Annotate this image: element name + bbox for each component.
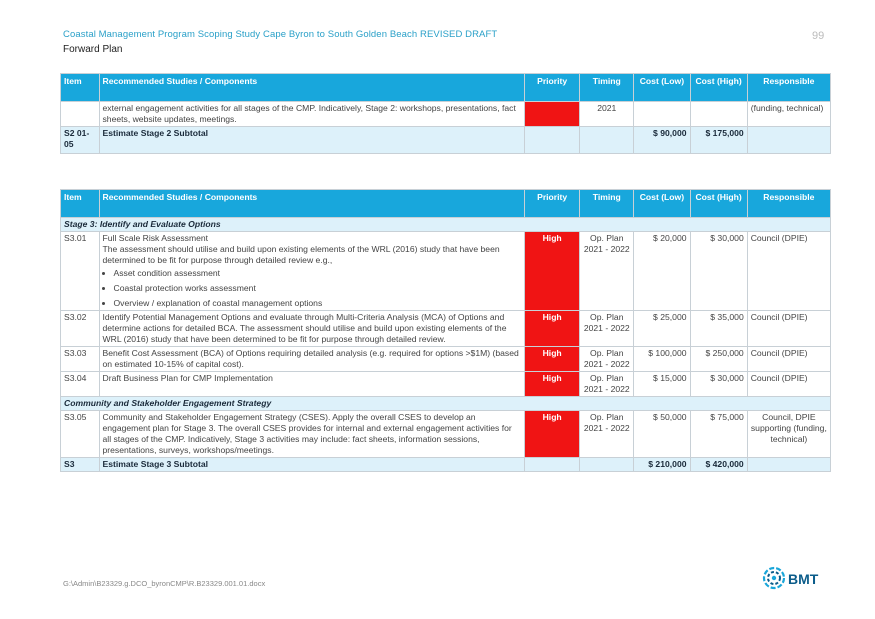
cell-cost-high: $ 75,000 [690, 411, 747, 458]
cell-priority: High [525, 347, 580, 372]
col-header-priority: Priority [525, 190, 580, 218]
cell-item: S2 01-05 [61, 127, 100, 154]
table-row [61, 411, 831, 458]
cell-timing: Op. Plan 2021 - 2022 [580, 311, 634, 347]
cell-cost-high: $ 250,000 [690, 347, 747, 372]
cell-item: S3.04 [61, 372, 100, 397]
table-header-row [61, 190, 831, 218]
cell-timing: Op. Plan 2021 - 2022 [580, 347, 634, 372]
col-header-desc: Recommended Studies / Components [99, 190, 525, 218]
cell-timing: Op. Plan 2021 - 2022 [580, 411, 634, 458]
cell-priority: High [525, 372, 580, 397]
cell-responsible: Council (DPIE) [747, 347, 830, 372]
list-item: • Coastal protection works assessment [114, 283, 522, 294]
cell-cost-high [690, 102, 747, 127]
bmt-logo [762, 565, 832, 591]
table-row [61, 372, 831, 397]
cell-desc: Community and Stakeholder Engagement Strategy (CSES). Apply the overall CSES to develop an engagement plan for Stage 3. The overall CSES provides for internal and external engagement activities for all stages of the CMP. Indicatively, Stage 3 activities may include: fact sheets, information sessions, presentations, surveys, workshops/meetings. [99, 411, 525, 458]
subtotal-cost-low: $ 90,000 [634, 127, 690, 154]
cell-cost-low: $ 25,000 [634, 311, 690, 347]
cell-responsible: Council (DPIE) [747, 372, 830, 397]
cell-desc: Benefit Cost Assessment (BCA) of Options requiring detailed analysis (e.g. required for options >$1M) (based on estimated 10-15% of capital cost). [99, 347, 525, 372]
cell-cost-low: $ 20,000 [634, 232, 690, 311]
subtotal-row [61, 127, 831, 154]
document-title: Coastal Management Program Scoping Study Cape Byron to South Golden Beach REVISED DRAFT [63, 29, 498, 40]
cell-responsible: Council (DPIE) [747, 232, 830, 311]
cell-item: S3.05 [61, 411, 100, 458]
cell-cost-low: $ 15,000 [634, 372, 690, 397]
col-header-responsible: Responsible [747, 190, 830, 218]
page-number: 99 [812, 30, 825, 42]
cell-responsible: Council (DPIE) [747, 311, 830, 347]
cell-desc [99, 232, 525, 311]
section-row [61, 218, 831, 232]
cell-timing: Op. Plan 2021 - 2022 [580, 232, 634, 311]
subtotal-cost-low: $ 210,000 [634, 458, 690, 472]
section-label-engagement: Community and Stakeholder Engagement Strategy [61, 397, 831, 411]
subtotal-cost-high: $ 420,000 [690, 458, 747, 472]
cell-cost-high: $ 30,000 [690, 232, 747, 311]
col-header-timing: Timing [580, 190, 634, 218]
globe-icon [762, 566, 786, 590]
cell-cost-high: $ 35,000 [690, 311, 747, 347]
cell-desc: Draft Business Plan for CMP Implementation [99, 372, 525, 397]
file-path: G:\Admin\B23329.g.DCO_byronCMP\R.B23329.001.01.docx [63, 579, 266, 588]
cell-responsible: Council, DPIE supporting (funding, technical) [747, 411, 830, 458]
cell-item: S3.02 [61, 311, 100, 347]
list-item: • Overview / explanation of coastal management options [114, 298, 522, 309]
col-header-timing: Timing [580, 74, 634, 102]
cell-cost-low: $ 100,000 [634, 347, 690, 372]
cell-desc-text: Full Scale Risk Assessment The assessment should utilise and build upon existing elements of the WRL (2016) study that have been determined to be fit for purpose through detailed review e.g., [102, 233, 500, 265]
subtotal-cost-high: $ 175,000 [690, 127, 747, 154]
cell-item: S3.03 [61, 347, 100, 372]
col-header-cost-high: Cost (High) [690, 190, 747, 218]
cell-responsible: (funding, technical) [747, 102, 830, 127]
cell-item [61, 102, 100, 127]
cell-item: S3 [61, 458, 100, 472]
cell-cost-low: $ 50,000 [634, 411, 690, 458]
cell-item: S3.01 [61, 232, 100, 311]
subtotal-label: Estimate Stage 3 Subtotal [99, 458, 525, 472]
cell-desc: external engagement activities for all stages of the CMP. Indicatively, Stage 2: workshops, presentations, fact sheets, website updates, meetings. [99, 102, 525, 127]
col-header-cost-high: Cost (High) [690, 74, 747, 102]
table-row [61, 311, 831, 347]
stage2-table [60, 73, 831, 154]
cell-priority: High [525, 311, 580, 347]
table-row [61, 102, 831, 127]
col-header-desc: Recommended Studies / Components [99, 74, 525, 102]
cell-timing: Op. Plan 2021 - 2022 [580, 372, 634, 397]
logo-text: BMT [788, 571, 819, 587]
col-header-item: Item [61, 74, 100, 102]
table-row [61, 347, 831, 372]
cell-cost-high: $ 30,000 [690, 372, 747, 397]
table-row [61, 232, 831, 311]
list-item: • Asset condition assessment [114, 268, 522, 279]
col-header-priority: Priority [525, 74, 580, 102]
table-header-row [61, 74, 831, 102]
subtotal-label: Estimate Stage 2 Subtotal [99, 127, 525, 154]
cell-timing: 2021 [580, 102, 634, 127]
cell-priority: High [525, 411, 580, 458]
cell-desc: Identify Potential Management Options and evaluate through Multi-Criteria Analysis (MCA) of Options and determine actions for detailed BCA. The assessment should utilise and build upon existing elements of the WRL (2016) study that have been determined to be fit for purpose through detailed review. [99, 311, 525, 347]
cell-cost-low [634, 102, 690, 127]
section-title: Forward Plan [63, 44, 123, 55]
section-label-stage3: Stage 3: Identify and Evaluate Options [61, 218, 831, 232]
stage3-table [60, 189, 831, 472]
section-row [61, 397, 831, 411]
cell-priority [525, 102, 580, 127]
cell-priority: High [525, 232, 580, 311]
subtotal-row [61, 458, 831, 472]
col-header-responsible: Responsible [747, 74, 830, 102]
col-header-item: Item [61, 190, 100, 218]
bullet-list [103, 268, 522, 309]
col-header-cost-low: Cost (Low) [634, 74, 690, 102]
col-header-cost-low: Cost (Low) [634, 190, 690, 218]
